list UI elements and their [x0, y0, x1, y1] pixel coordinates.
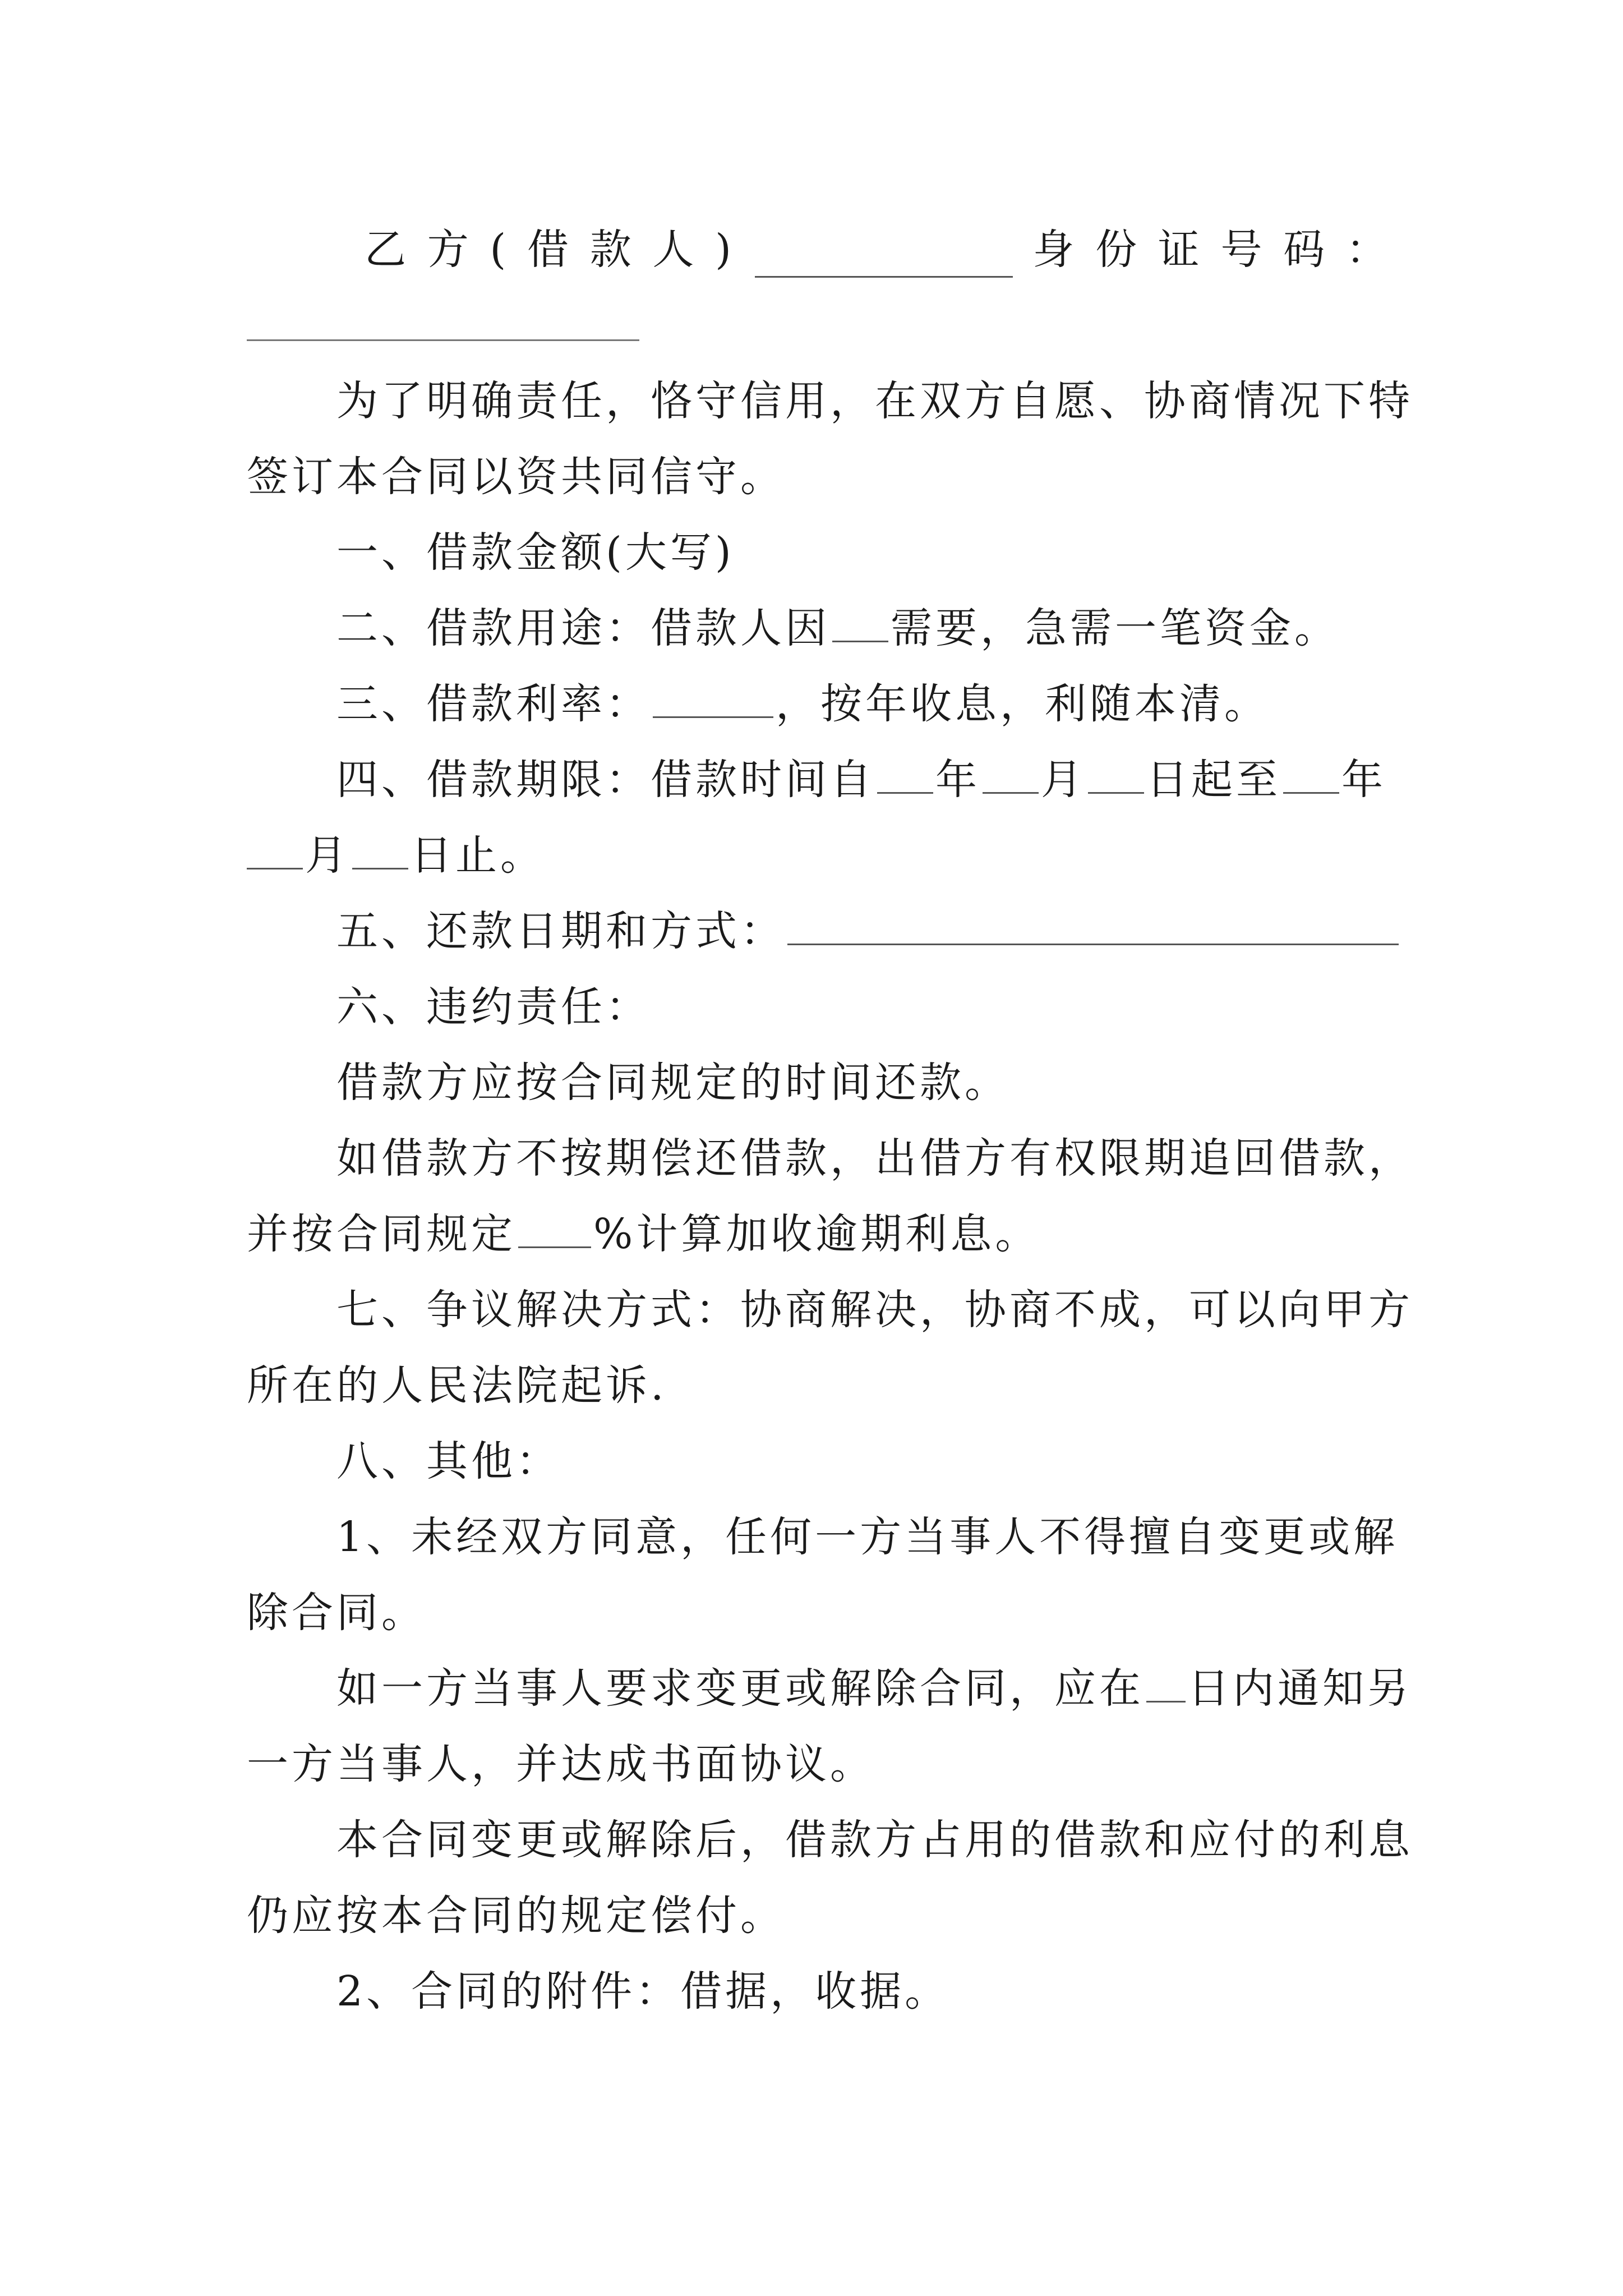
- clause-4-text-a: 四、借款期限：借款时间自: [336, 756, 875, 804]
- clause-3-rate: [336, 676, 1391, 732]
- party-b-char: 乙: [365, 226, 409, 274]
- clause-5-repayment: [336, 903, 1391, 959]
- party-b-line: [365, 222, 1391, 278]
- id-label-char: 身: [1032, 226, 1078, 274]
- clause-8-change-notice-cont: 一方当事人，并达成书面协议。: [247, 1740, 875, 1788]
- clause-6-para-2: 如借款方不按期偿还借款，出借方有权限期追回借款，: [336, 1134, 1413, 1182]
- overdue-rate-blank: [518, 1207, 591, 1248]
- clause-4-end: 日止。: [411, 831, 545, 880]
- party-b-char: 借: [527, 226, 572, 274]
- notice-text-b: 日内通知另: [1188, 1664, 1412, 1713]
- start-month-blank: [983, 753, 1039, 794]
- clause-4-day-to: 日起至: [1146, 756, 1281, 804]
- rate-blank: [653, 677, 773, 718]
- clause-7-dispute-cont: 所在的人民法院起诉.: [247, 1361, 667, 1410]
- repayment-blank: [787, 904, 1399, 945]
- party-b-name-blank: [755, 237, 1013, 278]
- clause-8-other: 八、其他：: [336, 1437, 561, 1485]
- party-b-char: (: [490, 226, 510, 274]
- party-b-char: 人: [652, 226, 698, 274]
- id-label-char: 证: [1158, 226, 1203, 274]
- clause-4-term: [336, 752, 1391, 808]
- party-b-char: 方: [427, 226, 472, 274]
- start-year-blank: [877, 753, 933, 794]
- clause-6-text-a: 并按合同规定: [247, 1210, 516, 1258]
- clause-8-item-2-attachments: 2、合同的附件：借据，收据。: [336, 1967, 950, 2016]
- end-month-blank: [247, 829, 303, 869]
- clause-4-term-cont: [247, 827, 1391, 884]
- clause-6-text-b: %计算加收逾期利息。: [593, 1210, 1040, 1258]
- clause-8-after-change: 本合同变更或解除后，借款方占用的借款和应付的利息: [336, 1816, 1413, 1864]
- clause-8-item-1: 1、未经双方同意，任何一方当事人不得擅自变更或解: [336, 1513, 1399, 1561]
- purpose-blank: [832, 601, 888, 642]
- intro-line-2: 签订本合同以资共同信守。: [247, 453, 785, 501]
- clause-5-text: 五、还款日期和方式：: [336, 907, 785, 955]
- clause-4-month-2: 月: [305, 831, 350, 880]
- clause-6-para-1: 借款方应按合同规定的时间还款。: [336, 1059, 1009, 1107]
- start-day-blank: [1088, 753, 1144, 794]
- notice-days-blank: [1146, 1662, 1186, 1703]
- intro-line-1: 为了明确责任，恪守信用，在双方自愿、协商情况下特: [336, 377, 1413, 425]
- id-number-blank: [247, 339, 639, 341]
- clause-4-year: 年: [935, 756, 980, 804]
- clause-2-text-b: 需要，急需一笔资金。: [891, 604, 1339, 652]
- id-label-char: 份: [1095, 226, 1141, 274]
- notice-text-a: 如一方当事人要求变更或解除合同，应在: [336, 1664, 1144, 1713]
- id-label-char: ：: [1345, 226, 1391, 274]
- clause-6-liability: 六、违约责任：: [336, 983, 651, 1031]
- id-label-char: 号: [1220, 226, 1266, 274]
- id-label-char: 码: [1283, 226, 1329, 274]
- clause-8-change-notice: [336, 1660, 1412, 1717]
- clause-1-amount: 一、借款金额(大写): [336, 528, 735, 577]
- clause-3-text-a: 三、借款利率：: [336, 680, 651, 728]
- party-b-char: ): [715, 226, 735, 274]
- end-day-blank: [352, 829, 408, 869]
- clause-4-year-2: 年: [1341, 756, 1386, 804]
- clause-8-item-1-cont: 除合同。: [247, 1589, 426, 1637]
- clause-2-purpose: [336, 600, 1391, 656]
- clause-3-text-b: ，按年收息，利随本清。: [776, 680, 1269, 728]
- clause-8-after-change-cont: 仍应按本合同的规定偿付。: [247, 1892, 785, 1940]
- clause-2-text-a: 二、借款用途：借款人因: [336, 604, 830, 652]
- clause-7-dispute: 七、争议解决方式：协商解决，协商不成，可以向甲方: [336, 1286, 1413, 1334]
- clause-6-para-2-cont: [247, 1206, 1391, 1262]
- clause-4-month: 月: [1041, 756, 1086, 804]
- end-year-blank: [1283, 753, 1339, 794]
- party-b-char: 款: [589, 226, 635, 274]
